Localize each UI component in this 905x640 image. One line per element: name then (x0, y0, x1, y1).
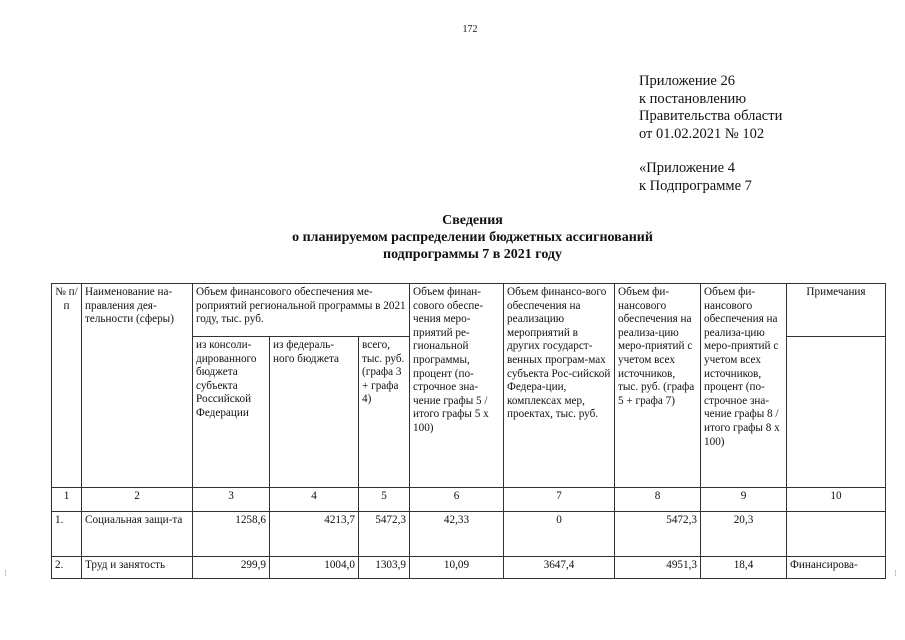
header-direction: Наименование на-правления дея-тельности (сферы) (82, 284, 193, 488)
row-total-percent: 18,4 (701, 557, 787, 579)
title-line: Сведения (442, 213, 503, 228)
appendix-line: от 01.02.2021 № 102 (639, 125, 765, 142)
table-row (52, 557, 886, 579)
column-number: 4 (270, 488, 359, 512)
scan-edge-mark: ⁝ (4, 568, 7, 578)
title-line: о планируемом распределении бюджетных ассигнований (292, 230, 653, 245)
column-number: 5 (359, 488, 410, 512)
header-row (52, 284, 886, 337)
column-number-row (52, 488, 886, 512)
appendix-note (639, 73, 782, 195)
column-number: 10 (787, 488, 886, 512)
row-direction: Социальная защи-та (82, 512, 193, 557)
header-federal-budget: из федераль-ного бюджета (270, 337, 359, 488)
row-total: 5472,3 (359, 512, 410, 557)
page-number: 172 (462, 24, 478, 35)
header-total: всего, тыс. руб. (графа 3 + графа 4) (359, 337, 410, 488)
row-other-programs: 0 (504, 512, 615, 557)
row-number: 1. (52, 512, 82, 557)
header-total-percent: Объем фи-нансового обеспечения на реализа-цию меро-приятий с учетом всех источников, процент (по-строчное зна-чение графы 8 / итого графы 8 x 100) (701, 284, 787, 488)
row-federal-budget: 4213,7 (270, 512, 359, 557)
header-notes-empty (787, 337, 886, 488)
row-total: 1303,9 (359, 557, 410, 579)
column-number: 8 (615, 488, 701, 512)
header-other-programs: Объем финансо-вого обеспечения на реализацию мероприятий в других государст-венных програм-мах субъекта Рос-сийской Федера-ции, комплексах мер, проектах, тыс. руб. (504, 284, 615, 488)
appendix-line: к постановлению (639, 90, 747, 107)
row-federal-budget: 1004,0 (270, 557, 359, 579)
appendix-line: Приложение 26 (639, 73, 735, 89)
header-program-volume: Объем финансового обеспечения ме-роприятий региональной программы в 2021 году, тыс. руб. (193, 284, 410, 337)
appendix-line: к Подпрограмме 7 (639, 177, 752, 194)
column-number: 6 (410, 488, 504, 512)
header-total-sources: Объем фи-нансового обеспечения на реализа-цию меро-приятий с учетом всех источников, тыс. руб. (графа 5 + графа 7) (615, 284, 701, 488)
document-title (230, 212, 715, 263)
column-number: 2 (82, 488, 193, 512)
column-number: 9 (701, 488, 787, 512)
appendix-line: «Приложение 4 (639, 160, 735, 176)
column-number: 3 (193, 488, 270, 512)
row-total-percent: 20,3 (701, 512, 787, 557)
row-regional-budget: 1258,6 (193, 512, 270, 557)
header-notes: Примечания (787, 284, 886, 337)
appendix-line: Правительства области (639, 108, 783, 124)
row-total-sources: 5472,3 (615, 512, 701, 557)
table-row (52, 512, 886, 557)
header-num: № п/п (52, 284, 82, 488)
row-notes: Финансирова- (787, 557, 886, 579)
row-notes (787, 512, 886, 557)
row-direction: Труд и занятость (82, 557, 193, 579)
scan-edge-mark: ⁝ (894, 568, 897, 578)
row-total-sources: 4951,3 (615, 557, 701, 579)
row-number: 2. (52, 557, 82, 579)
row-regional-budget: 299,9 (193, 557, 270, 579)
header-program-percent: Объем финан-сового обеспе-чения меро-приятий ре-гиональной программы, процент (по-строчное зна-чение графы 5 / итого графы 5 x 100) (410, 284, 504, 488)
budget-table (51, 283, 886, 579)
header-regional-budget: из консоли-дированного бюджета субъекта Российской Федерации (193, 337, 270, 488)
row-program-percent: 42,33 (410, 512, 504, 557)
column-number: 1 (52, 488, 82, 512)
row-other-programs: 3647,4 (504, 557, 615, 579)
row-program-percent: 10,09 (410, 557, 504, 579)
title-line: подпрограммы 7 в 2021 году (383, 247, 562, 262)
column-number: 7 (504, 488, 615, 512)
